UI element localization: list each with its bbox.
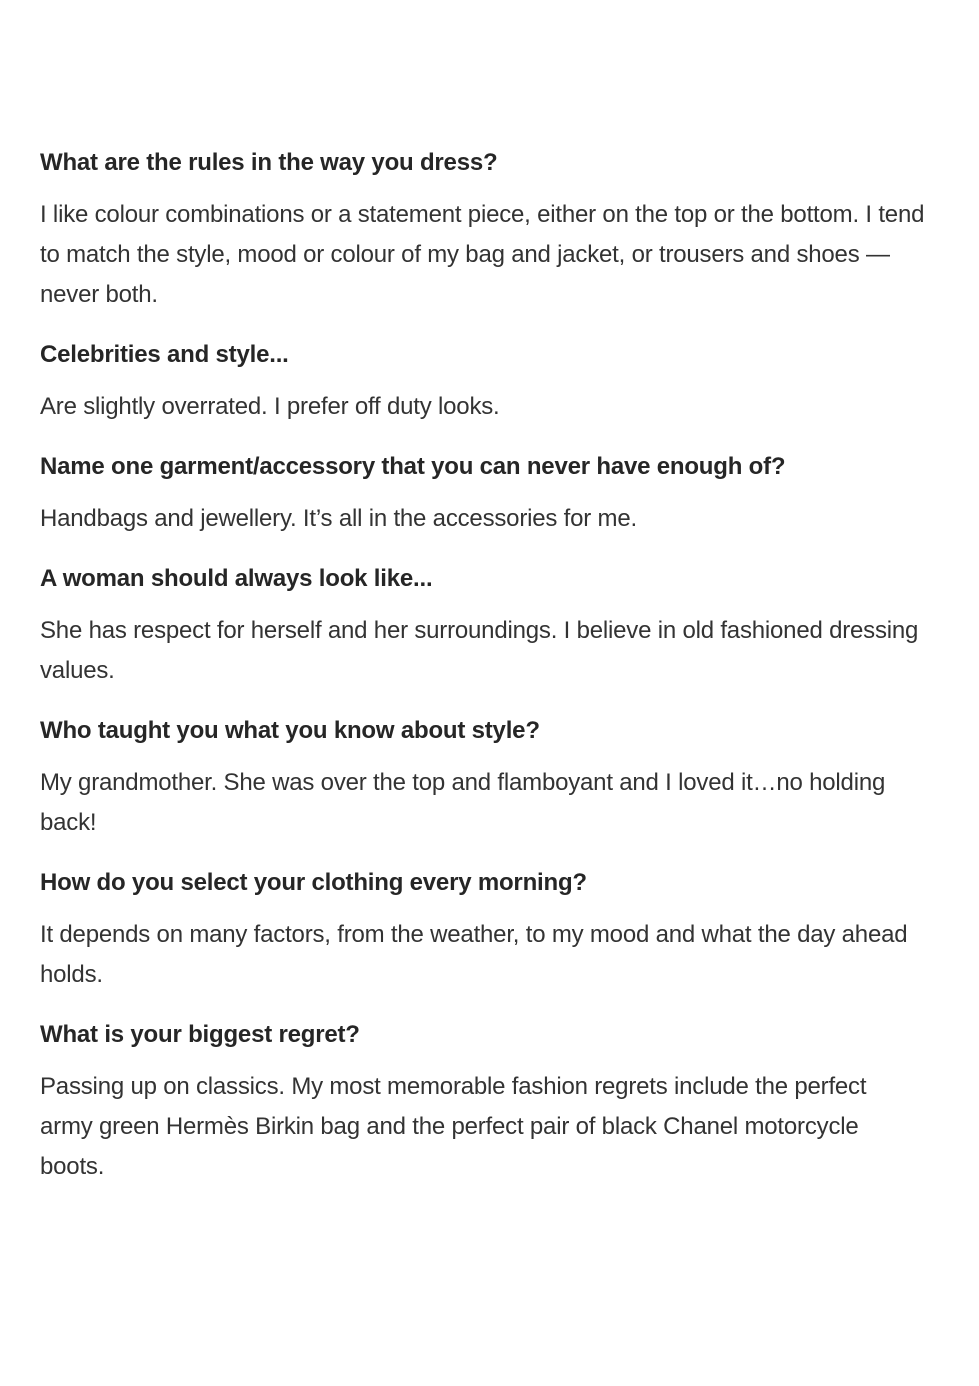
question-heading: What are the rules in the way you dress? [40,149,498,176]
qa-item [40,447,925,539]
qa-item [40,1015,925,1187]
answer-text: Handbags and jewellery. It’s all in the accessories for me. [40,505,637,532]
question-heading: Who taught you what you know about style? [40,717,540,744]
answer-text: I like colour combinations or a statement piece, either on the top or the bottom. I tend to match the style, mood or colour of my bag and jacket, or trousers and shoes — never both. [40,201,925,308]
question-heading: A woman should always look like... [40,565,433,592]
answer-text: It depends on many factors, from the weather, to my mood and what the day ahead holds. [40,921,908,988]
question-heading: What is your biggest regret? [40,1021,360,1048]
answer-text: Are slightly overrated. I prefer off duty looks. [40,393,500,420]
interview-article [40,143,925,1207]
question-heading: How do you select your clothing every morning? [40,869,587,896]
qa-item [40,335,925,427]
answer-text: My grandmother. She was over the top and flamboyant and I loved it…no holding back! [40,769,886,836]
answer-text: She has respect for herself and her surroundings. I believe in old fashioned dressing values. [40,617,919,684]
question-heading: Celebrities and style... [40,341,289,368]
qa-item [40,143,925,315]
qa-item [40,711,925,843]
qa-item [40,559,925,691]
answer-text: Passing up on classics. My most memorable fashion regrets include the perfect army green Hermès Birkin bag and the perfect pair of black Chanel motorcycle boots. [40,1073,867,1180]
qa-item [40,863,925,995]
question-heading: Name one garment/accessory that you can never have enough of? [40,453,786,480]
